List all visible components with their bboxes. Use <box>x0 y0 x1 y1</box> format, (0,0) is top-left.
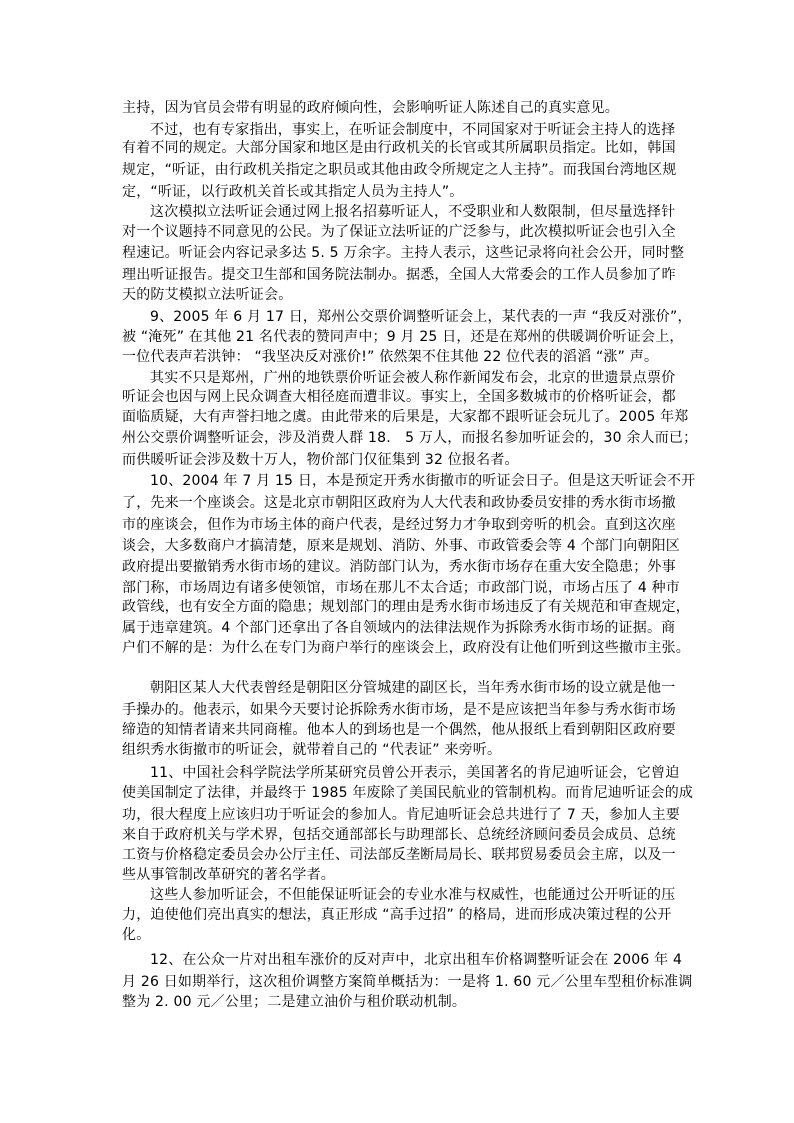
text-line: 天的防艾模拟立法听证会。 <box>122 287 293 303</box>
text-line: 理出听证报告。提交卫生部和国务院法制办。据悉，全国人大常委会的工作人员参加了昨 <box>122 267 676 283</box>
text-line: 对一个议题持不同意见的公民。为了保证立法听证的广泛参与，此次模拟听证会也引入全 <box>122 224 676 240</box>
text-line: 听证会也因与网上民众调查大相径庭而遭非议。事实上，全国多数城市的价格听证会，都 <box>122 389 676 405</box>
text-line: 政管线，也有安全方面的隐患；规划部门的理由是秀水街市场违反了有关规范和审查规定， <box>122 599 690 615</box>
text-line: 其实不只是郑州，广州的地铁票价听证会被人称作新闻发布会，北京的世遗景点票价 <box>150 370 676 386</box>
text-line: 程速记。听证会内容记录多达 5. 5 万余字。主持人表示，这些记录将向社会公开，同时整 <box>122 245 685 261</box>
text-line: 主持，因为官员会带有明显的政府倾向性，会影响听证人陈述自己的真实意见。 <box>122 100 619 116</box>
text-line: 工资与价格稳定委员会办公厅主任、司法部反垄断局局长、联邦贸易委员会主席，以及一 <box>122 847 676 863</box>
text-line: 州公交票价调整听证会，涉及消费人群 18. 5 万人，而报名参加听证会的，30 余人而已； <box>122 430 698 446</box>
text-line: 力，迫使他们亮出真实的想法，真正形成 “高手过招” 的格局，进而形成决策过程的公开 <box>122 907 672 923</box>
text-line: 定，“听证，以行政机关首长或其指定人员为主持人”。 <box>122 184 464 200</box>
text-line: 12、在公众一片对出租车涨价的反对声中，北京出租车价格调整听证会在 2006 年 4 <box>150 952 683 968</box>
text-line: 不过，也有专家指出，事实上，在听证会制度中，不同国家对于听证会主持人的选择 <box>150 122 676 138</box>
text-line: 月 26 日如期举行，这次租价调整方案简单概括为：一是将 1. 60 元／公里车型租价标准调 <box>122 974 693 990</box>
text-line: 化。 <box>122 927 151 943</box>
text-line: 组织秀水街撤市的听证会，就带着自己的 “代表证” 来旁听。 <box>122 742 502 758</box>
text-line: 朝阳区某人大代表曾经是朝阳区分管城建的副区长，当年秀水街市场的设立就是他一 <box>150 680 676 696</box>
text-line: 9、2005 年 6 月 17 日，郑州公交票价调整听证会上，某代表的一声 “我反对涨价”， <box>150 309 692 325</box>
text-line: 面临质疑，大有声誉扫地之虞。由此带来的后果是，大家都不跟听证会玩儿了。2005 年郑 <box>122 409 689 425</box>
text-line: 些从事管制改革研究的著名学者。 <box>122 867 335 883</box>
text-line: 谈会，大多数商户才搞清楚，原来是规划、消防、外事、市政管委会等 4 个部门向朝阳区 <box>122 538 681 554</box>
text-line: 而供暖听证会涉及数十万人，物价部门仅征集到 32 位报名者。 <box>122 452 519 468</box>
text-line: 户们不解的是：为什么在专门为商户举行的座谈会上，政府没有让他们听到这些撤市主张。 <box>122 640 690 656</box>
text-line: 属于违章建筑。4 个部门还拿出了各自领域内的法律法规作为拆除秀水街市场的证据。商 <box>122 620 676 636</box>
text-line: 了，先来一个座谈会。这是北京市朝阳区政府为人大代表和政协委员安排的秀水街市场撤 <box>122 495 676 511</box>
text-line: 有着不同的规定。大部分国家和地区是由行政机关的长官或其所属职员指定。比如，韩国 <box>122 140 676 156</box>
text-line: 规定，“听证，由行政机关指定之职员或其他由政令所规定之人主持”。而我国台湾地区规 <box>122 162 677 178</box>
text-line: 缔造的知情者请来共同商榷。他本人的到场也是一个偶然，他从报纸上看到朝阳区政府要 <box>122 722 676 738</box>
text-line: 功，很大程度上应该归功于听证会的参加人。肯尼迪听证会总共进行了 7 天，参加人主要 <box>122 807 681 823</box>
text-line: 来自于政府机关与学术界，包括交通部部长与助理部长、总统经济顾问委员会成员、总统 <box>122 827 676 843</box>
text-line: 被 “淹死” 在其他 21 名代表的赞同声中；9 月 25 日，还是在郑州的供暖调价听证会上， <box>122 329 684 345</box>
text-line: 10、2004 年 7 月 15 日，本是预定开秀水街撤市的听证会日子。但是这天听证会不开 <box>150 473 696 489</box>
text-line: 政府提出要撤销秀水街市场的建议。消防部门认为，秀水街市场存在重大安全隐患；外事 <box>122 559 676 575</box>
text-line: 这些人参加听证会，不但能保证听证会的专业水准与权威性，也能通过公开听证的压 <box>150 887 676 903</box>
text-line: 使美国制定了法律，并最终于 1985 年废除了美国民航业的管制机构。而肯尼迪听证会的成 <box>122 785 694 801</box>
text-line: 一位代表声若洪钟： “我坚决反对涨价!” 依然架不住其他 22 位代表的滔滔 “涨” 声。 <box>122 349 659 365</box>
text-line: 市的座谈会，但作为市场主体的商户代表，是经过努力才争取到旁听的机会。直到这次座 <box>122 517 676 533</box>
text-line: 整为 2. 00 元／公里；二是建立油价与租价联动机制。 <box>122 994 467 1010</box>
text-line: 部门称，市场周边有诸多使领馆，市场在那儿不太合适；市政部门说，市场占压了 4 种市 <box>122 580 681 596</box>
text-line: 11、中国社会科学院法学所某研究员曾公开表示，美国著名的肯尼迪听证会，它曾迫 <box>150 765 680 781</box>
text-line: 手操办的。他表示，如果今天要讨论拆除秀水街市场，是不是应该把当年参与秀水街市场 <box>122 702 676 718</box>
text-line: 这次模拟立法听证会通过网上报名招募听证人，不受职业和人数限制，但尽量选择针 <box>150 204 676 220</box>
